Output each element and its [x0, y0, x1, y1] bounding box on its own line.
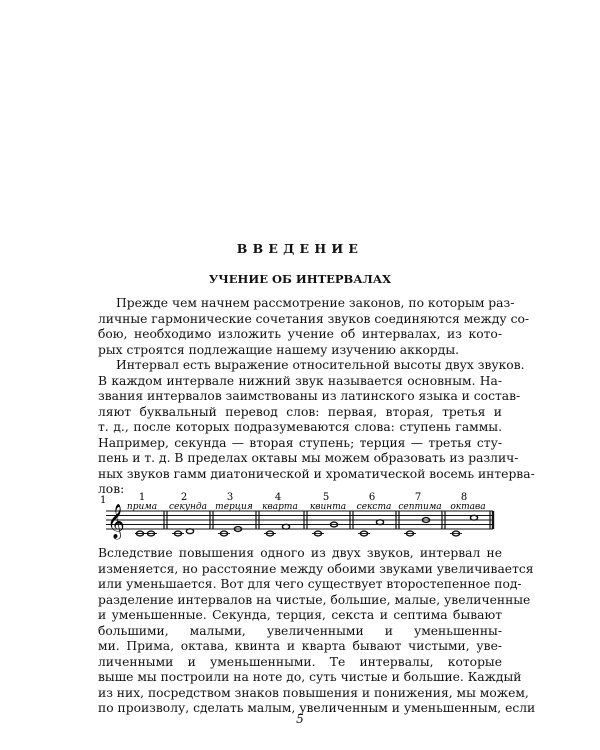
text-line: бою, необходимо изложить учение об интервалах, из кото-	[98, 327, 502, 341]
text-line: звания интервалов заимствованы из латинского языка и состав-	[98, 389, 521, 403]
interval-number: 3	[226, 492, 234, 503]
treble-clef-icon: 𝄞	[107, 504, 125, 539]
text-line: личные гармонические сочетания звуков соединяются между со-	[98, 311, 530, 326]
interval-name: прима	[126, 502, 158, 512]
interval-number: 6	[368, 492, 376, 503]
text-line: личенными и уменьшенными. Те интервалы, которые	[98, 654, 502, 669]
interval-name: секста	[356, 502, 392, 512]
text-line: ми. Прима, октава, квинта и кварта бывают чистыми, уве-	[98, 639, 502, 653]
interval-number: 2	[180, 492, 188, 503]
text-line: изменяется, но расстояние между обоими звуками увеличивается	[98, 561, 534, 576]
text-line: большими, малыми, увеличенными и уменьшенны-	[98, 623, 502, 638]
interval-name: терция	[215, 502, 253, 512]
paragraph-2	[98, 358, 535, 498]
text-line: выше мы построили на ноте до, суть чистые и большие. Каждый	[98, 670, 522, 684]
interval-name: квинта	[309, 502, 347, 512]
chapter-heading: ВВЕДЕНИЕ	[236, 241, 364, 256]
paragraph-3	[98, 546, 536, 717]
text-line: и уменьшенные. Секунда, терция, секста и септима бывают	[98, 608, 502, 622]
section-heading: УЧЕНИЕ ОБ ИНТЕРВАЛАХ	[208, 272, 392, 286]
interval-number: 4	[274, 492, 282, 503]
text-line: пень и т. д. В пределах октавы мы можем образовать из различ-	[98, 451, 519, 465]
text-line: В каждом интервале нижний звук называется основным. На-	[98, 373, 502, 388]
interval-number: 5	[322, 492, 330, 503]
text-line: Интервал есть выражение относительной высоты двух звуков.	[116, 358, 525, 372]
interval-number: 1	[138, 492, 146, 503]
text-line: ляют буквальный перевод слов: первая, вторая, третья и	[98, 404, 502, 419]
text-line: Прежде чем начнем рассмотрение законов, по которым раз-	[116, 296, 515, 310]
text-line: Например, секунда — вторая ступень; терция — третья сту-	[98, 435, 502, 450]
example-number: 1	[100, 495, 107, 506]
text-line: лов:	[98, 482, 125, 496]
interval-name: октава	[450, 502, 486, 512]
interval-number: 8	[460, 492, 468, 503]
interval-number: 7	[414, 492, 422, 503]
text-line: рых строятся подлежащие нашему изучению аккорды.	[98, 342, 460, 357]
interval-name: септима	[398, 502, 442, 512]
text-line: из них, посредством знаков повышения и понижения, мы можем,	[98, 685, 529, 700]
text-line: по произволу, сделать малым, увеличенным и уменьшенным, если	[98, 701, 536, 715]
paragraph-1	[98, 296, 530, 358]
text-line: или уменьшается. Вот для чего существует второстепенное под-	[98, 577, 522, 591]
interval-name: кварта	[262, 502, 298, 512]
text-line: разделение интервалов на чистые, большие, малые, увеличенные	[98, 592, 531, 607]
text-line: Вследствие повышения одного из двух звуков, интервал не	[98, 546, 502, 560]
text-line: ных звуков гамм диатонической и хроматической восемь интерва-	[98, 466, 535, 481]
music-example-staff	[98, 491, 502, 541]
text-line: т. д., после которых подразумеваются слова: ступень гаммы.	[98, 420, 502, 434]
page-number: 5	[296, 712, 304, 726]
interval-name: секунда	[169, 502, 207, 512]
